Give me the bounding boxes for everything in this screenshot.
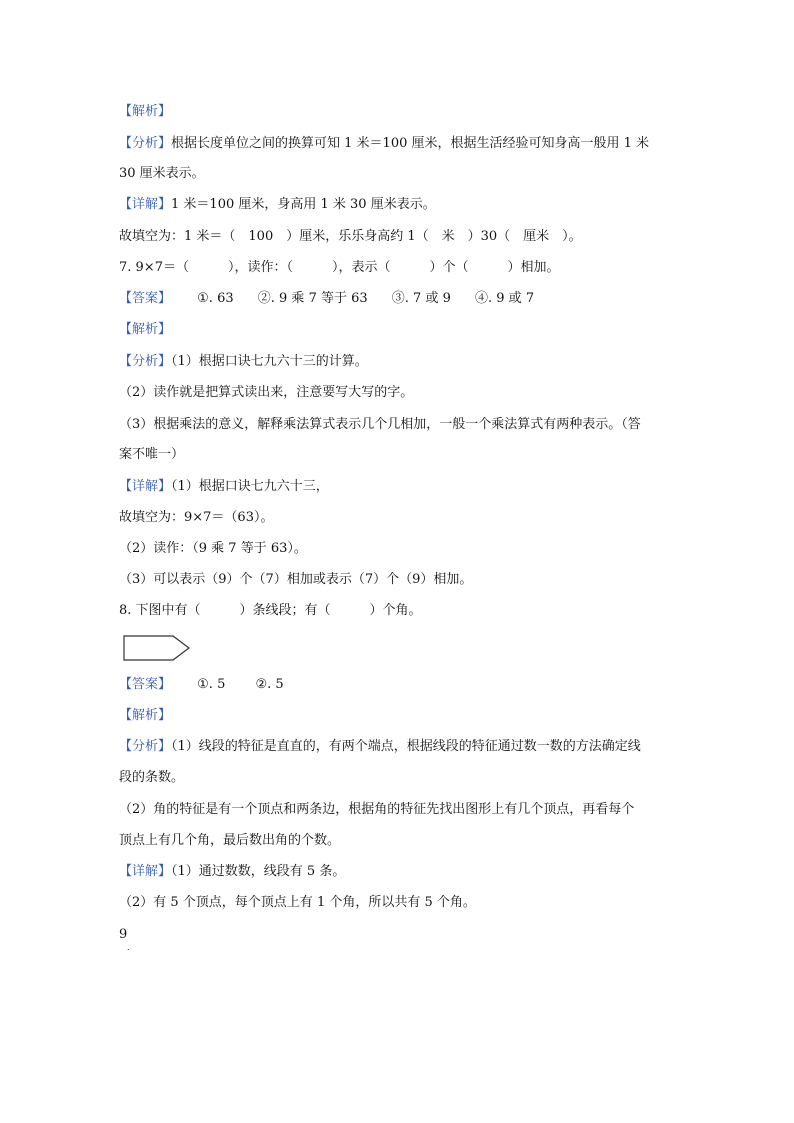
detail-paragraph: （2）有 5 个顶点，每个顶点上有 1 个角，所以共有 5 个角。: [119, 895, 476, 910]
answer-line-7: 【答案】 ①. 63 ②. 9 乘 7 等于 63 ③. 7 或 9 ④. 9 或 7: [119, 291, 535, 306]
answer-item: ④. 9 或 7: [475, 291, 535, 306]
detail-paragraph: 【详解】（1）根据口诀七九六十三，: [119, 479, 329, 494]
analysis-paragraph: 【分析】（1）根据口诀七九六十三的计算。: [119, 354, 368, 369]
answer-item: ②. 5: [255, 677, 284, 692]
analysis-paragraph-cont: 30 厘米表示。: [119, 166, 205, 181]
answer-item: ③. 7 或 9: [391, 291, 451, 306]
detail-paragraph: （3）可以表示（9）个（7）相加或表示（7）个（9）相加。: [119, 572, 473, 587]
analysis-heading: 【解析】: [119, 322, 172, 337]
question-9-number: 9: [119, 927, 128, 942]
analysis-paragraph: （3）根据乘法的意义，解释乘法算式表示几个几相加，一般一个乘法算式有两种表示。（答: [119, 417, 641, 432]
answer-line-8: 【答案】 ①. 5 ②. 5: [119, 677, 284, 692]
analysis-paragraph: 【分析】根据长度单位之间的换算可知 1 米＝100 厘米，根据生活经验可知身高一般用 1 米: [119, 136, 650, 151]
question-9-dot: .: [127, 943, 130, 952]
analysis-paragraph: （2）角的特征是有一个顶点和两条边，根据角的特征先找出图形上有几个顶点，再看每个: [119, 802, 635, 817]
detail-paragraph: （2）读作：（9 乘 7 等于 63）。: [119, 541, 307, 556]
question-8: 8. 下图中有（ ）条线段；有（ ）个角。: [119, 603, 422, 618]
analysis-paragraph: （2）读作就是把算式读出来，注意要写大写的字。: [119, 385, 414, 400]
pentagon-arrow-figure: [123, 634, 191, 662]
analysis-heading: 【解析】: [119, 708, 172, 723]
analysis-heading: 【解析】: [119, 104, 172, 119]
fill-answer-line: 故填空为：9×7＝（63）。: [119, 510, 274, 525]
analysis-paragraph-cont: 段的条数。: [119, 770, 185, 785]
answer-item: ①. 5: [197, 677, 226, 692]
analysis-paragraph: 【分析】（1）线段的特征是直直的，有两个端点，根据线段的特征通过数一数的方法确定线: [119, 739, 641, 754]
analysis-paragraph-cont: 顶点上有几个角，最后数出角的个数。: [119, 833, 341, 848]
question-7: 7. 9×7＝（ ），读作：（ ），表示（ ）个（ ）相加。: [119, 260, 560, 275]
detail-paragraph: 【详解】1 米＝100 厘米，身高用 1 米 30 厘米表示。: [119, 197, 436, 212]
analysis-paragraph-cont: 案不唯一）: [119, 447, 185, 462]
answer-item: ①. 63: [197, 291, 234, 306]
pentagon-shape: [124, 636, 189, 660]
fill-answer-line: 故填空为：1 米＝（ 100 ）厘米，乐乐身高约 1（ 米 ）30（ 厘米 ）。: [119, 229, 582, 244]
detail-paragraph: 【详解】（1）通过数数，线段有 5 条。: [119, 864, 346, 879]
answer-item: ②. 9 乘 7 等于 63: [257, 291, 368, 306]
